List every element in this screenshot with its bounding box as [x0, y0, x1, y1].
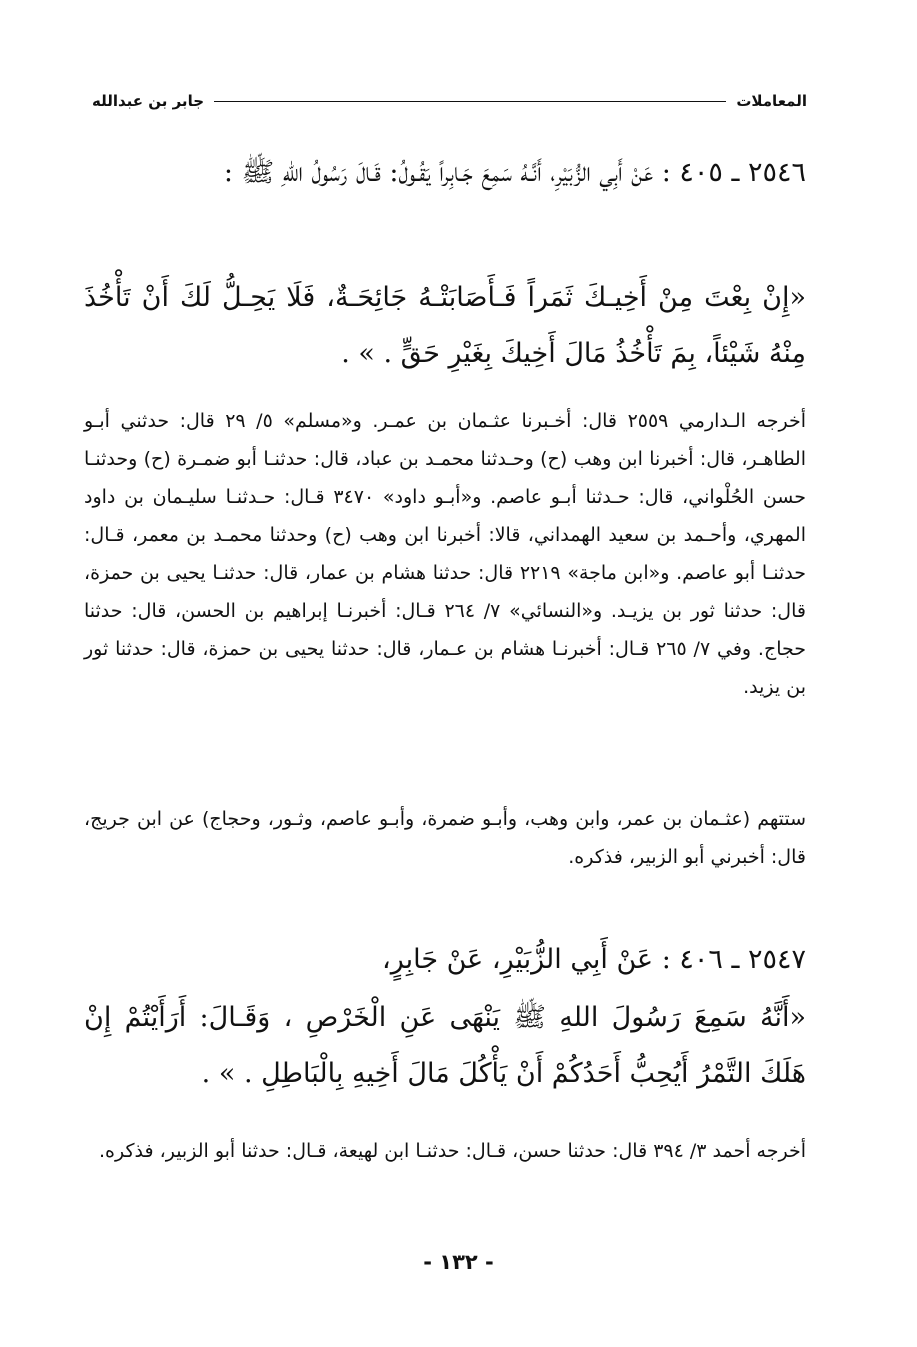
hadith-2546-summary: ستتهم (عثـمان بن عمر، وابن وهب، وأبـو ضمرة، وأبـو عاصم، وثـور، وحجاج) عن ابن جريج، قال: أخبرني أبو الزبير، فذكره. [84, 808, 806, 868]
hadith-2546-matn: «إِنْ بِعْتَ مِنْ أَخِيـكَ ثَمَراً فَـأَصَابَتْـهُ جَائِحَـةٌ، فَلَا يَحِـلُّ لَكَ أَنْ تَأْخُذَ مِنْهُ شَيْئاً، بِمَ تَأْخُذُ مَالَ أَخِيكَ بِغَيْرِ حَقٍّ . » . [84, 282, 806, 369]
header-rule [214, 101, 726, 102]
hadith-2547-heading: ٢٥٤٧ ـ ٤٠٦ : عَنْ أَبِي الزُّبَيْرِ، عَنْ جَابِرٍ، [382, 944, 806, 975]
hadith-2546-heading: ٢٥٤٦ ـ ٤٠٥ : عَنْ أَبِي الزُّبَيْرِ، أَنَّـهُ سَمِعَ جَـابِراً يَقُـولُ: قَـالَ رَسُولُ اللهِ ﷺ : [223, 157, 806, 188]
page-number: - ١٣٢ - [423, 1250, 494, 1274]
hadith-2547-takhrij: أخرجه أحمد ٣/ ٣٩٤ قال: حدثنا حسن، قـال: حدثنـا ابن لهيعة، قـال: حدثنا أبو الزبير، فذكره. [98, 1140, 806, 1162]
hadith-2546-takhrij: أخرجه الـدارمي ٢٥٥٩ قال: أخـبرنا عثـمان بن عمـر. و«مسلم» ٥/ ٢٩ قال: حدثني أبـو الطاهـر، قال: أخبرنا ابن وهب (ح) وحـدثنا محمـد بن عباد، قال: حدثنـا أبو ضمـرة (ح) وحدثنـا حسن الحُلْواني، قال: حـدثنا أبـو عاصم. و«أبـو داود» ٣٤٧٠ قـال: حـدثنـا سليـمان بن داود المهري، وأحـمد بن سعيد الهمداني، قالا: أخبرنا ابن وهب (ح) وحدثنا محمـد بن معمر، قـال: حدثنـا أبو عاصم. و«ابن ماجة» ٢٢١٩ قال: حدثنا هشام بن عمار، قال: حدثنـا يحيى بن حمزة، قال: حدثنا ثور بن يزيـد. و«النسائي» ٧/ ٢٦٤ قـال: أخبرنـا إبراهيم بن الحسن، قال: حدثنا حجاج. وفي ٧/ ٢٦٥ قـال: أخبرنـا هشام بن عـمار، قال: حدثنا يحيى بن حمزة، قال: حدثنا ثور بن يزيد. [84, 410, 807, 698]
section-title: المعاملات [736, 92, 807, 110]
running-header [92, 88, 807, 114]
hadith-2547-matn: «أَنَّهُ سَمِعَ رَسُولَ اللهِ ﷺ يَنْهَى عَنِ الْخَرْصِ ، وَقَـالَ: أَرَأَيْتُمْ إِنْ هَلَكَ التَّمْرُ أَيُحِبُّ أَحَدُكُمْ أَنْ يَأْكُلَ مَالَ أَخِيهِ بِالْبَاطِلِ . » . [84, 1002, 806, 1089]
narrator-name: جابر بن عبدالله [92, 92, 205, 110]
